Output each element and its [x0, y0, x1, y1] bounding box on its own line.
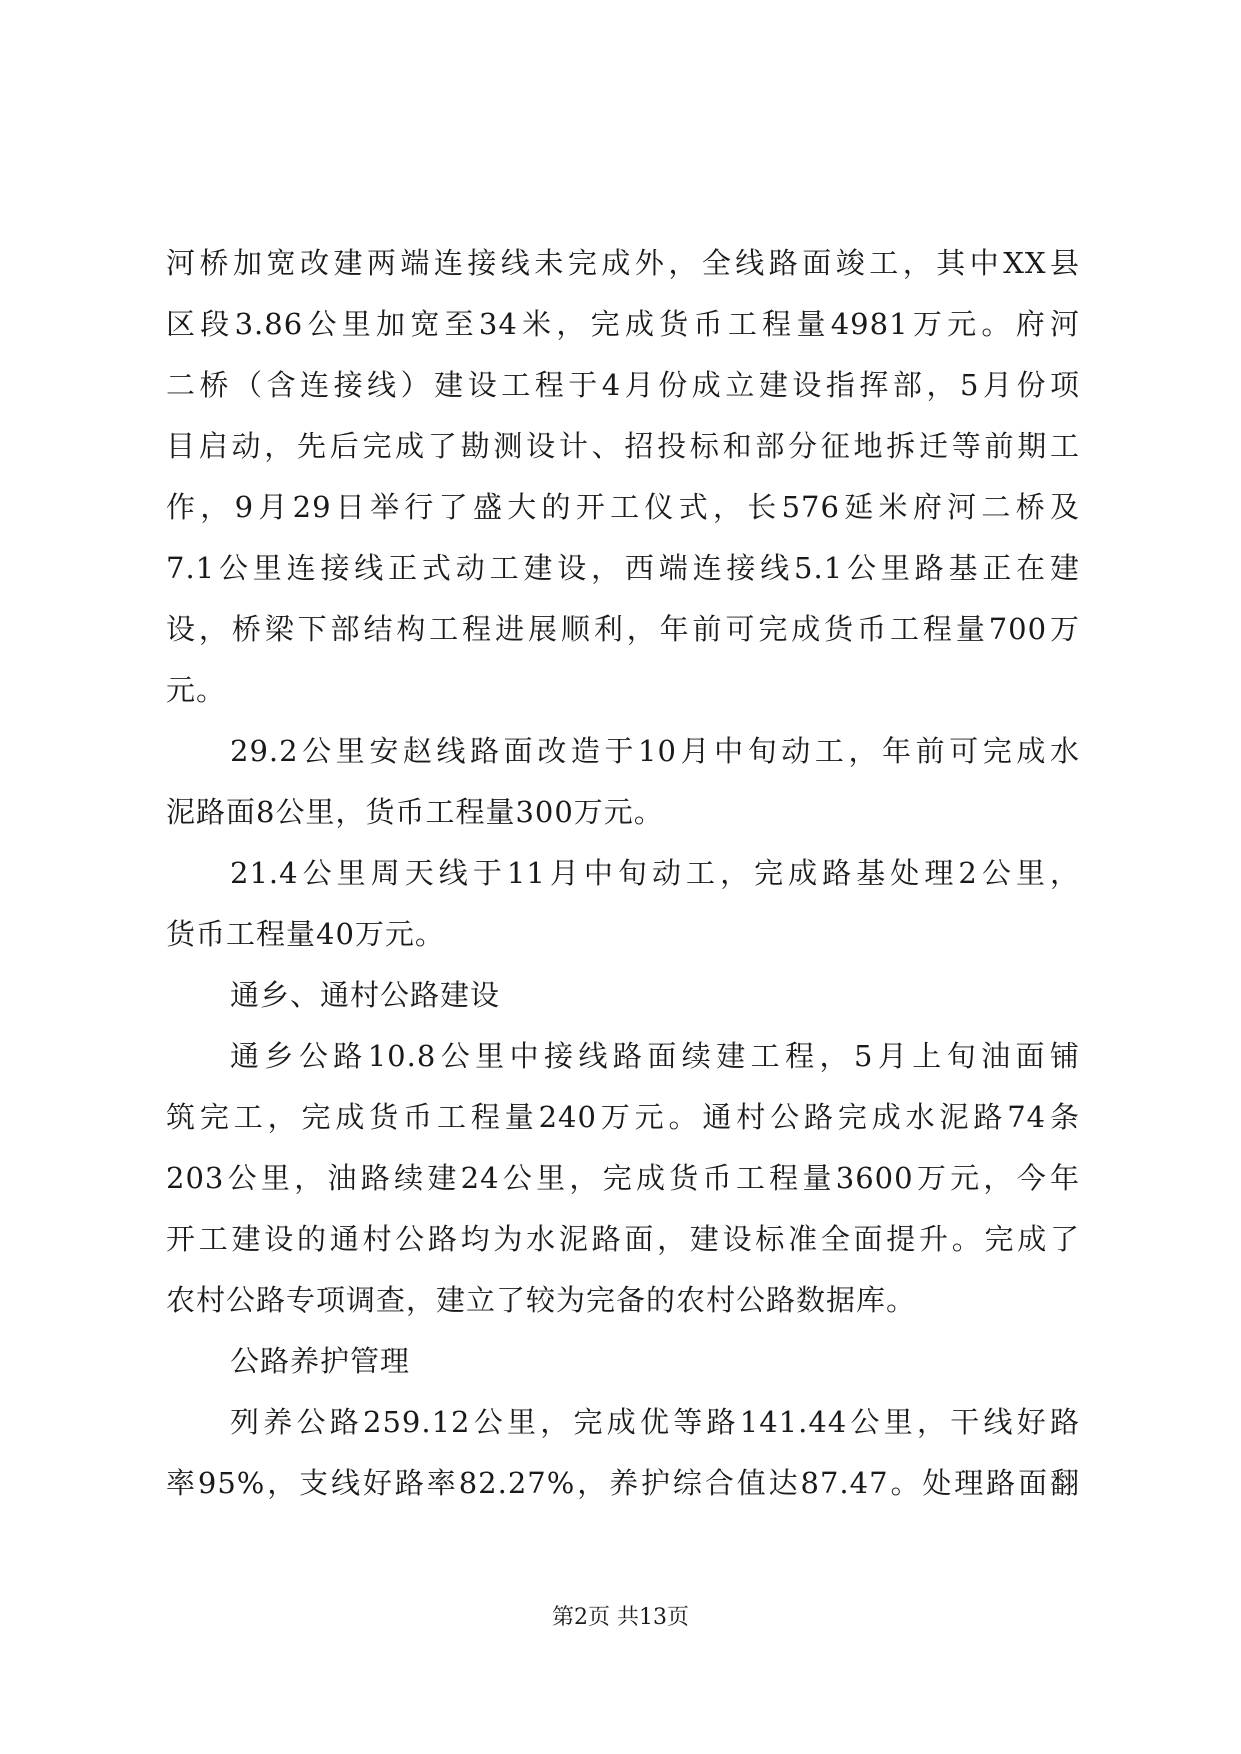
paragraph: [166, 721, 1080, 843]
paragraph: [166, 843, 1080, 965]
text-line: 设，桥梁下部结构工程进展顺利，年前可完成货币工程量700万: [166, 612, 1080, 646]
text-line: 21.4公里周天线于11月中旬动工，完成路基处理2公里，: [230, 856, 1080, 890]
text-line: 通乡公路10.8公里中接线路面续建工程，5月上旬油面铺: [230, 1039, 1080, 1073]
text-line: 区段3.86公里加宽至34米，完成货币工程量4981万元。府河: [166, 307, 1080, 341]
document-body: [166, 233, 1080, 1514]
text-line: 筑完工，完成货币工程量240万元。通村公路完成水泥路74条: [166, 1100, 1080, 1134]
text-line: 列养公路259.12公里，完成优等路141.44公里，干线好路: [230, 1405, 1080, 1439]
text-line: 河桥加宽改建两端连接线未完成外，全线路面竣工，其中XX县: [166, 246, 1080, 280]
text-line: 农村公路专项调查，建立了较为完备的农村公路数据库。: [166, 1283, 917, 1317]
page-number-footer: 第2页 共13页: [552, 1605, 689, 1630]
text-line: 目启动，先后完成了勘测设计、招投标和部分征地拆迁等前期工: [166, 429, 1080, 463]
section-heading: 通乡、通村公路建设: [230, 978, 501, 1012]
section-heading: 公路养护管理: [230, 1344, 411, 1378]
paragraph: [166, 1026, 1080, 1331]
text-line: 7.1公里连接线正式动工建设，西端连接线5.1公里路基正在建: [166, 551, 1080, 585]
text-line: 率95%，支线好路率82.27%，养护综合值达87.47。处理路面翻: [166, 1466, 1080, 1500]
text-line: 二桥（含连接线）建设工程于4月份成立建设指挥部，5月份项: [166, 368, 1080, 402]
text-line: 泥路面8公里，货币工程量300万元。: [166, 795, 664, 829]
text-line: 货币工程量40万元。: [166, 917, 445, 951]
paragraph: [166, 1392, 1080, 1514]
text-line: 元。: [166, 673, 227, 707]
text-line: 203公里，油路续建24公里，完成货币工程量3600万元，今年: [166, 1161, 1080, 1195]
paragraph: [166, 233, 1080, 721]
text-line: 开工建设的通村公路均为水泥路面，建设标准全面提升。完成了: [166, 1222, 1080, 1256]
text-line: 29.2公里安赵线路面改造于10月中旬动工，年前可完成水: [230, 734, 1080, 768]
text-line: 作，9月29日举行了盛大的开工仪式，长576延米府河二桥及: [166, 490, 1080, 524]
